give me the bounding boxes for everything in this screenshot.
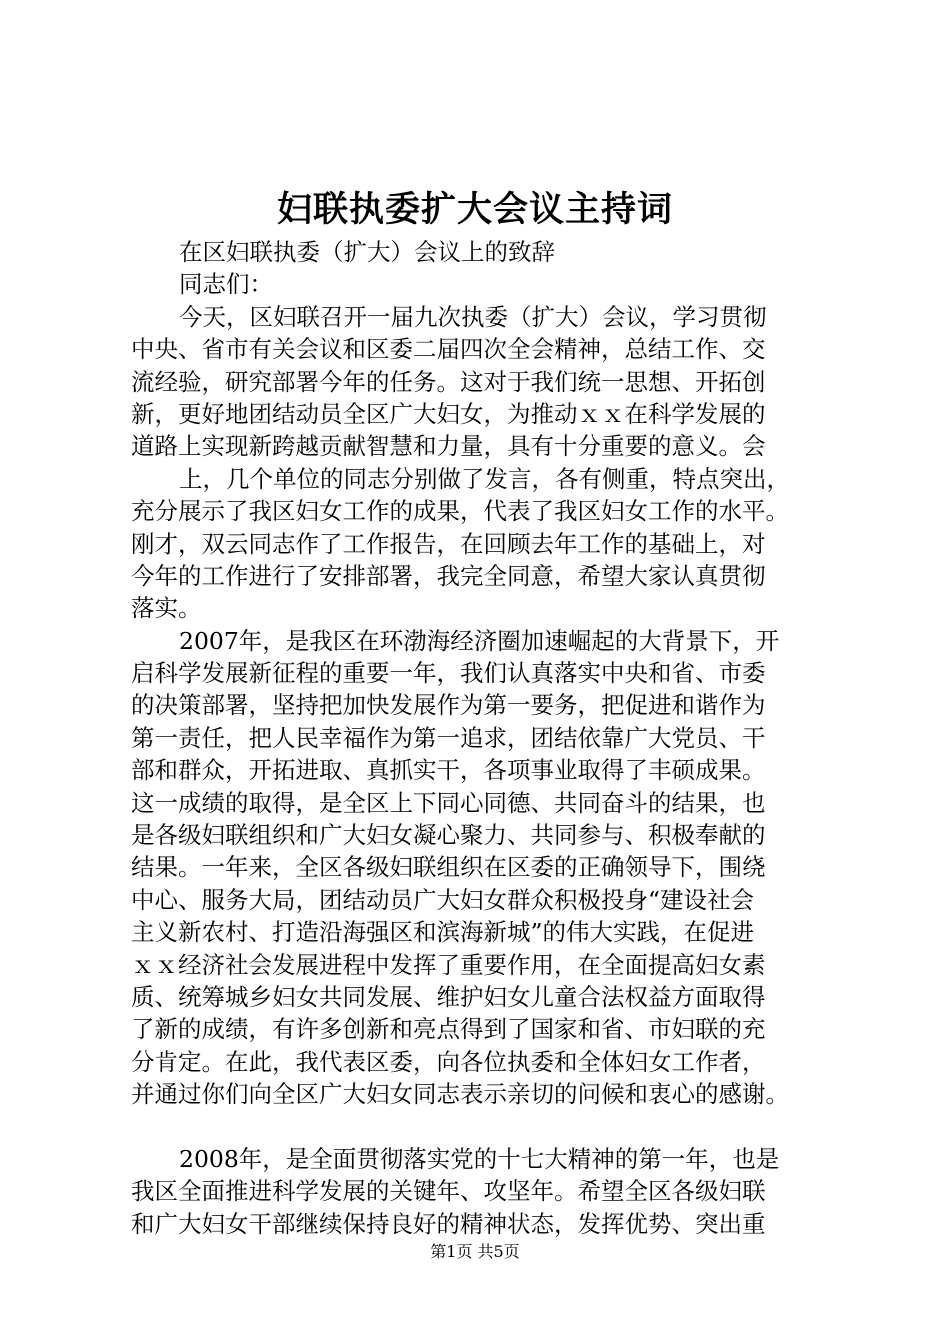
document-body (131, 236, 821, 1240)
text-line: 分肯定。在此，我代表区委，向各位执委和全体妇女工作者， (131, 1047, 766, 1076)
document-title: 妇联执委扩大会议主持词 (276, 189, 673, 230)
text-line: 第一责任，把人民幸福作为第一追求，团结依靠广大党员、干 (131, 723, 766, 752)
text-line (131, 1111, 821, 1143)
text-line: 结果。一年来，全区各级妇联组织在区委的正确领导下，围绕 (131, 853, 766, 882)
text-line: 同志们： (179, 270, 273, 299)
text-line: 部和群众，开拓进取、真抓实干，各项事业取得了丰硕成果。 (131, 756, 766, 785)
text-line: 道路上实现新跨越贡献智慧和力量，具有十分重要的意义。会 (131, 432, 766, 461)
text-line: 主义新农村、打造沿海强区和滨海新城”的伟大实践，在促进 (131, 918, 755, 947)
text-line: 新，更好地团结动员全区广大妇女，为推动ｘｘ在科学发展的 (131, 399, 766, 428)
text-line: 中央、省市有关会议和区委二届四次全会精神，总结工作、交 (131, 335, 766, 364)
text-line: 和广大妇女干部继续保持良好的精神状态，发挥优势、突出重 (131, 1209, 766, 1238)
page-footer: 第1页 共5页 (430, 1242, 520, 1261)
text-line: 2008年，是全面贯彻落实党的十七大精神的第一年，也是 (179, 1144, 780, 1173)
text-line: 质、统筹城乡妇女共同发展、维护妇女儿童合法权益方面取得 (131, 982, 766, 1011)
text-line: 启科学发展新征程的重要一年，我们认真落实中央和省、市委 (131, 659, 766, 688)
text-line: 并通过你们向全区广大妇女同志表示亲切的问候和衷心的感谢。 (131, 1080, 789, 1109)
text-line: 我区全面推进科学发展的关键年、攻坚年。希望全区各级妇联 (131, 1177, 766, 1206)
text-line: ｘｘ经济社会发展进程中发挥了重要作用，在全面提高妇女素 (131, 950, 766, 979)
text-line: 落实。 (131, 594, 202, 623)
text-line: 上，几个单位的同志分别做了发言，各有侧重，特点突出， (179, 464, 790, 493)
text-line: 充分展示了我区妇女工作的成果，代表了我区妇女工作的水平。 (131, 497, 789, 526)
text-line: 这一成绩的取得，是全区上下同心同德、共同奋斗的结果，也 (131, 788, 766, 817)
text-line: 今天，区妇联召开一届九次执委（扩大）会议，学习贯彻 (179, 302, 767, 331)
text-line: 在区妇联执委（扩大）会议上的致辞 (179, 238, 555, 266)
text-line: 的决策部署，坚持把加快发展作为第一要务，把促进和谐作为 (131, 691, 766, 720)
text-line: 刚才，双云同志作了工作报告，在回顾去年工作的基础上，对 (131, 529, 766, 558)
text-line: 2007年，是我区在环渤海经济圈加速崛起的大背景下，开 (179, 626, 780, 655)
text-line: 是各级妇联组织和广大妇女凝心聚力、共同参与、积极奉献的 (131, 821, 766, 850)
text-line: 了新的成绩，有许多创新和亮点得到了国家和省、市妇联的充 (131, 1015, 766, 1044)
text-line: 今年的工作进行了安排部署，我完全同意，希望大家认真贯彻 (131, 561, 766, 590)
text-line: 流经验，研究部署今年的任务。这对于我们统一思想、开拓创 (131, 367, 766, 396)
text-line: 中心、服务大局，团结动员广大妇女群众积极投身“建设社会 (131, 885, 755, 914)
